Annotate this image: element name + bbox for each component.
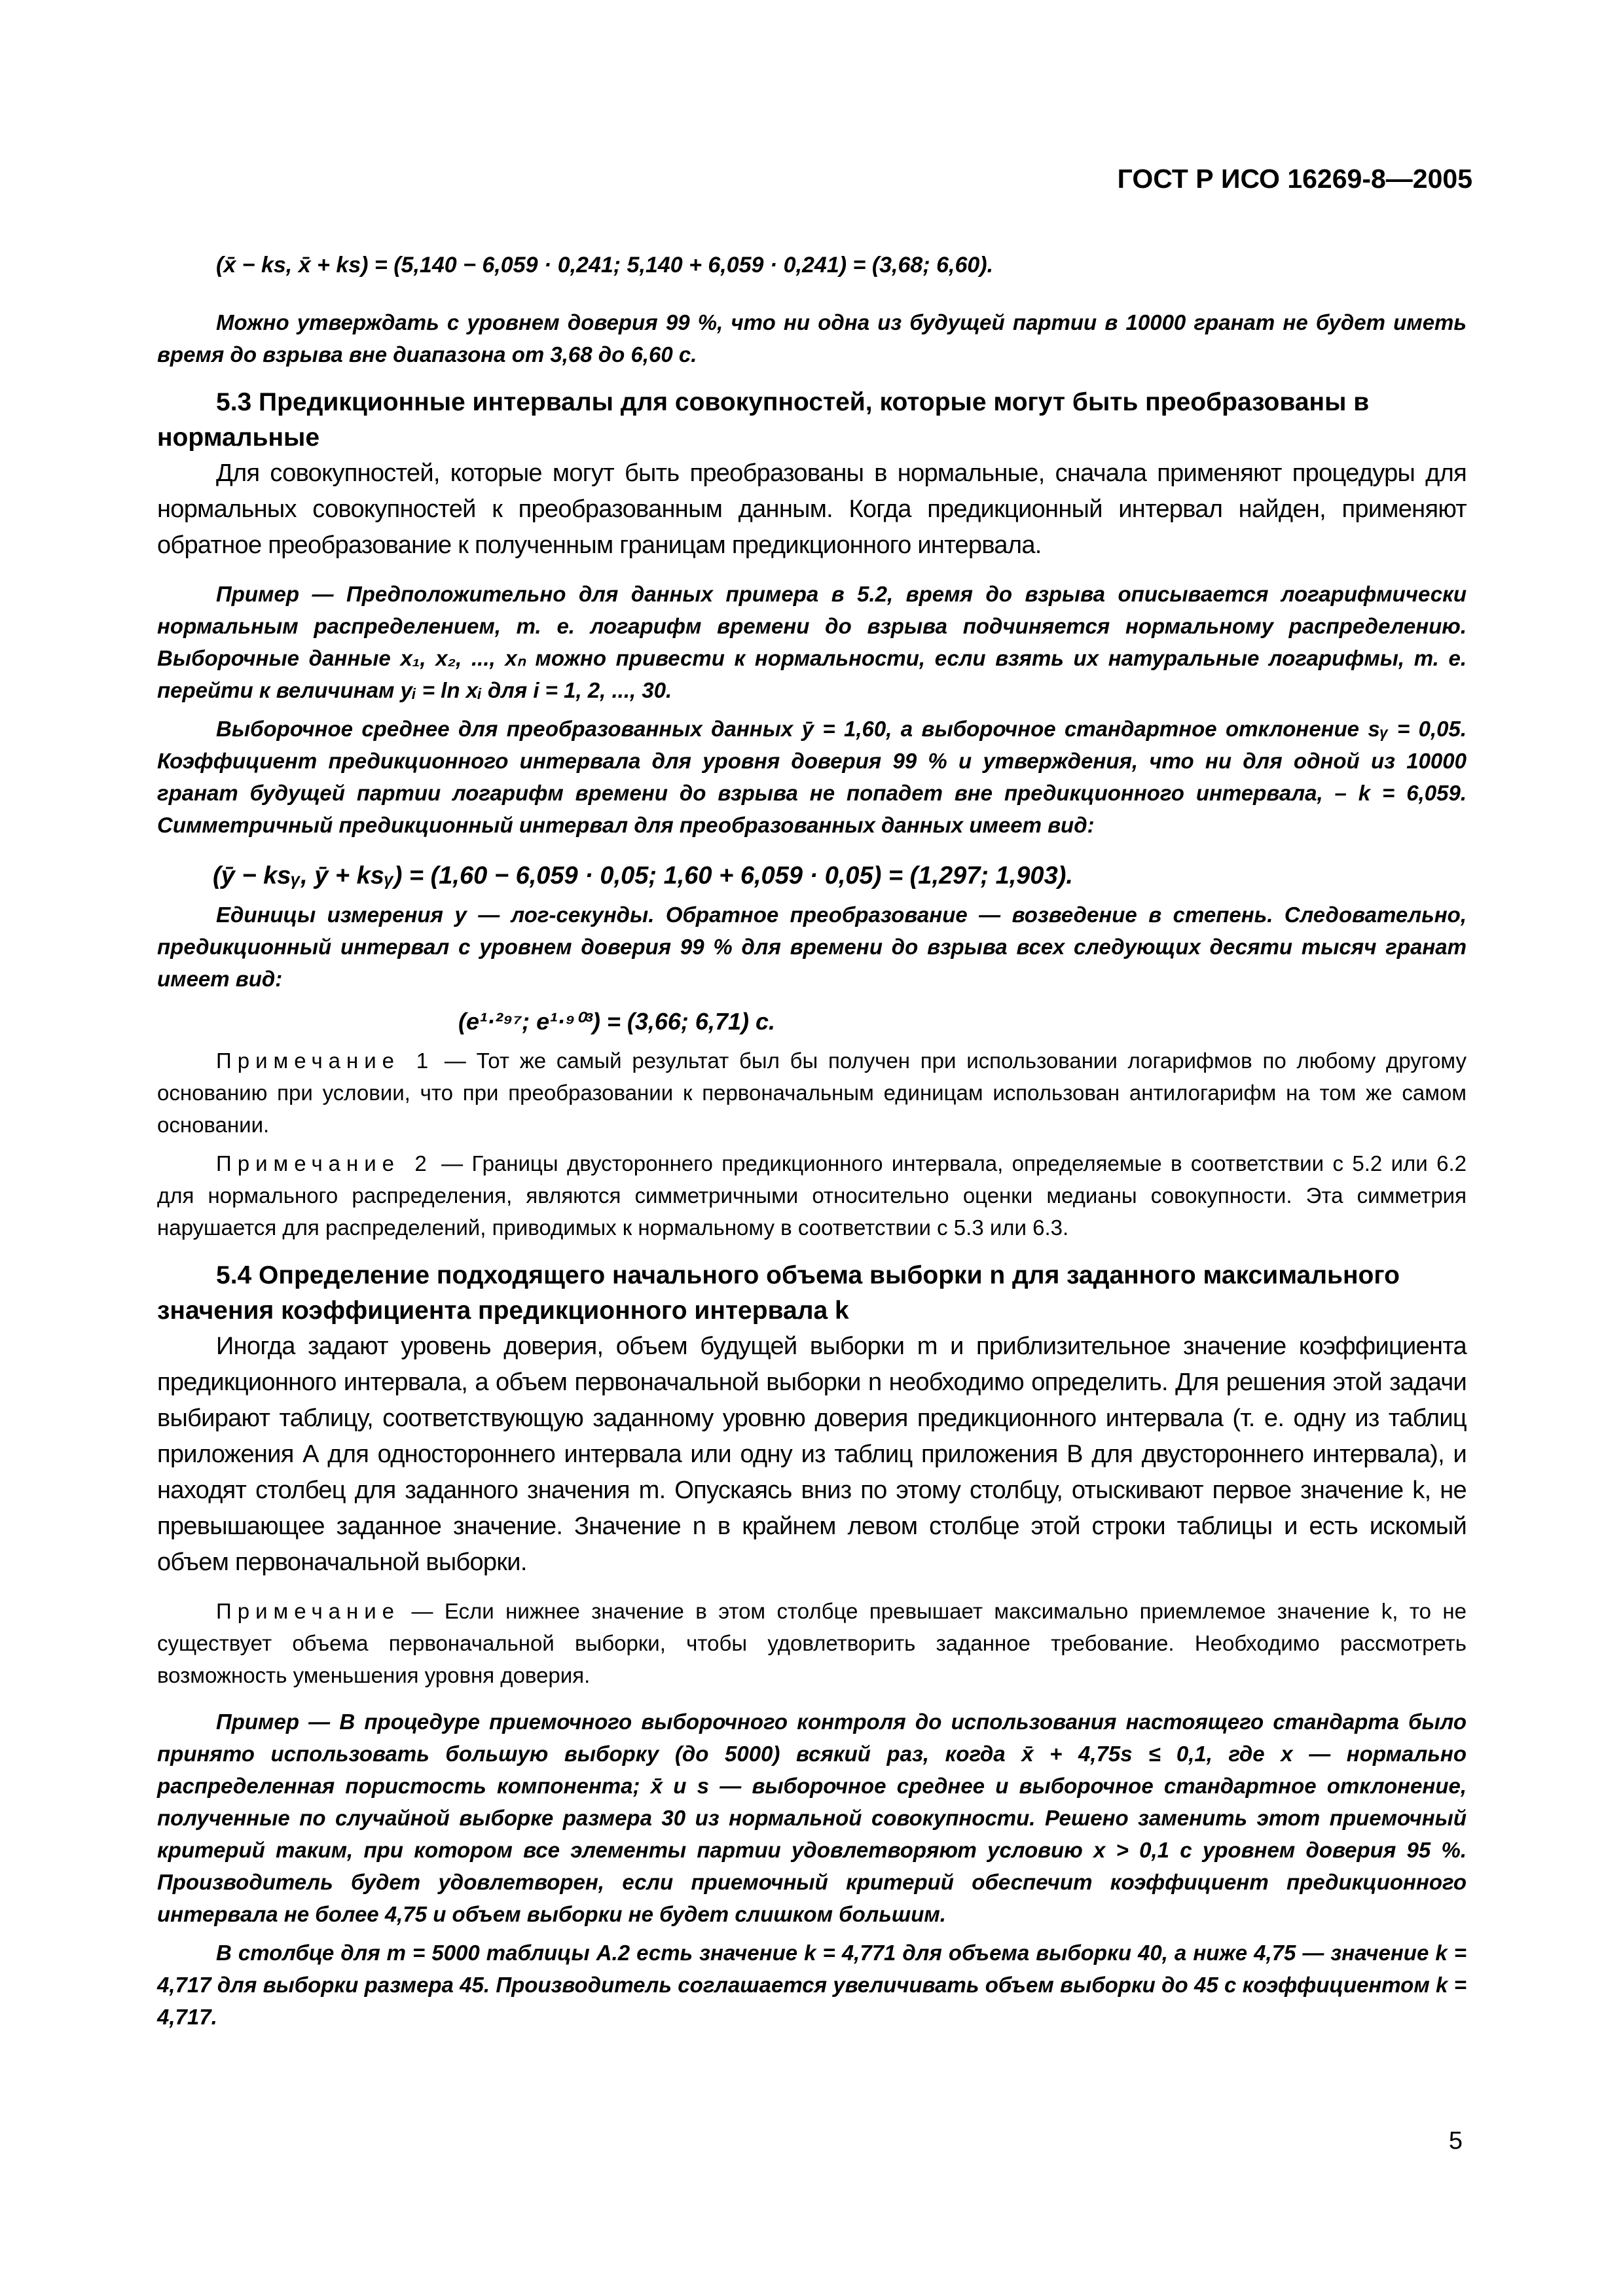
section-5-3-example-p1: Пример — Предположительно для данных примера в 5.2, время до взрыва описывается логарифмически нормальным распределением, т. е. логарифм времени до взрыва подчиняется нормальному распределению. Выборочные данные x₁, x₂, ..., xₙ можно привести к нормальности, если взять их натуральные логарифмы, т. е. перейти к величинам yᵢ = ln xᵢ для i = 1, 2, ..., 30. [157, 582, 1467, 702]
formula-interval-2: (ȳ − ksᵧ, ȳ + ksᵧ) = (1,60 − 6,059 · 0,05; 1,60 + 6,059 · 0,05) = (1,297; 1,903). [213, 862, 1073, 889]
note-2-text: — Границы двустороннего предикционного интервала, определяемые в соответствии с 5.2 или 6.2 для нормального распределения, являются симметричными относительно оценки медианы совокупности. Эта симметрия нарушается для распределений, приводимых к нормальному в соответствии с 5.3 или 6.3. [157, 1151, 1467, 1240]
section-5-4-example-p2: В столбце для m = 5000 таблицы А.2 есть значение k = 4,771 для объема выборки 40, а ниже 4,75 — значение k = 4,717 для выборки размера 45. Производитель соглашается увеличивать объем выборки до 45 с коэффициентом k = 4,717. [157, 1941, 1467, 2029]
section-5-3-body: Для совокупностей, которые могут быть преобразованы в нормальные, сначала применяют процедуры для нормальных совокупностей к преобразованным данным. Когда предикционный интервал найден, применяют обратное преобразование к полученным границам предикционного интервала. [157, 459, 1467, 559]
note-2 [157, 1147, 1467, 1244]
page-number: 5 [1448, 2127, 1463, 2155]
section-5-3-example-p2: Выборочное среднее для преобразованных данных ȳ = 1,60, а выборочное стандартное отклонение sᵧ = 0,05. Коэффициент предикционного интервала для уровня доверия 99 % и утверждения, что ни для одной из 10000 гранат будущей партии логарифм времени до взрыва не попадет вне предикционного интервала, – k = 6,059. Симметричный предикционный интервал для преобразованных данных имеет вид: [157, 717, 1467, 837]
note-2-label: Примечание 2 [216, 1151, 433, 1175]
formula-interval-1: (x̄ − ks, x̄ + ks) = (5,140 − 6,059 · 0,241; 5,140 + 6,059 · 0,241) = (3,68; 6,60). [216, 253, 994, 278]
section-5-4-title: 5.4 Определение подходящего начального объема выборки n для заданного максимального значения коэффициента предикционного интервала k [157, 1261, 1400, 1325]
example-conclusion: Можно утверждать с уровнем доверия 99 %, что ни одна из будущей партии в 10000 гранат не будет иметь время до взрыва вне диапазона от 3,68 до 6,60 с. [157, 310, 1467, 367]
section-5-3-example-p3: Единицы измерения y — лог-секунды. Обратное преобразование — возведение в степень. Следовательно, предикционный интервал с уровнем доверия 99 % для времени до взрыва всех следующих десяти тысяч гранат имеет вид: [157, 903, 1467, 991]
section-5-4-body: Иногда задают уровень доверия, объем будущей выборки m и приблизительное значение коэффициента предикционного интервала, а объем первоначальной выборки n необходимо определить. Для решения этой задачи выбирают таблицу, соответствующую заданному уровню доверия предикционного интервала (т. е. одну из таблиц приложения А для одностороннего интервала или одну из таблиц приложения В для двустороннего интервала), и находят столбец для заданного значения m. Опускаясь вниз по этому столбцу, отыскивают первое значение k, не превышающее заданное значение. Значение n в крайнем левом столбце этой строки таблицы и есть искомый объем первоначальной выборки. [157, 1333, 1467, 1576]
formula-interval-3: (e¹·²⁹⁷; e¹·⁹⁰³) = (3,66; 6,71) с. [458, 1008, 775, 1035]
note-5-4-text: — Если нижнее значение в этом столбце превышает максимально приемлемое значение k, то не существует объема первоначальной выборки, чтобы удовлетворить заданное требование. Необходимо рассмотреть возможность уменьшения уровня доверия. [157, 1599, 1467, 1687]
note-1 [157, 1045, 1467, 1141]
section-5-3-title: 5.3 Предикционные интервалы для совокупностей, которые могут быть преобразованы в нормальные [157, 388, 1370, 452]
note-1-text: — Тот же самый результат был бы получен при использовании логарифмов по любому другому основанию при условии, что при преобразовании к первоначальным единицам использован антилогарифм на том же самом основании. [157, 1049, 1467, 1137]
section-5-4-example-p1: Пример — В процедуре приемочного выборочного контроля до использования настоящего стандарта было принято использовать большую выборку (до 5000) всякий раз, когда x̄ + 4,75s ≤ 0,1, где x — нормально распределенная пористость компонента; x̄ и s — выборочное среднее и выборочное стандартное отклонение, полученные по случайной выборке размера 30 из нормальной совокупности. Решено заменить этот приемочный критерий таким, при котором все элементы партии удовлетворяют условию x > 0,1 с уровнем доверия 95 %. Производитель будет удовлетворен, если приемочный критерий обеспечит коэффициент предикционного интервала не более 4,75 и объем выборки не будет слишком большим. [157, 1710, 1467, 1926]
note-1-label: Примечание 1 [216, 1049, 435, 1073]
standard-header: ГОСТ Р ИСО 16269-8—2005 [1117, 164, 1472, 194]
page-content [157, 249, 1467, 2033]
note-5-4 [157, 1595, 1467, 1691]
note-5-4-label: Примечание [216, 1599, 401, 1623]
